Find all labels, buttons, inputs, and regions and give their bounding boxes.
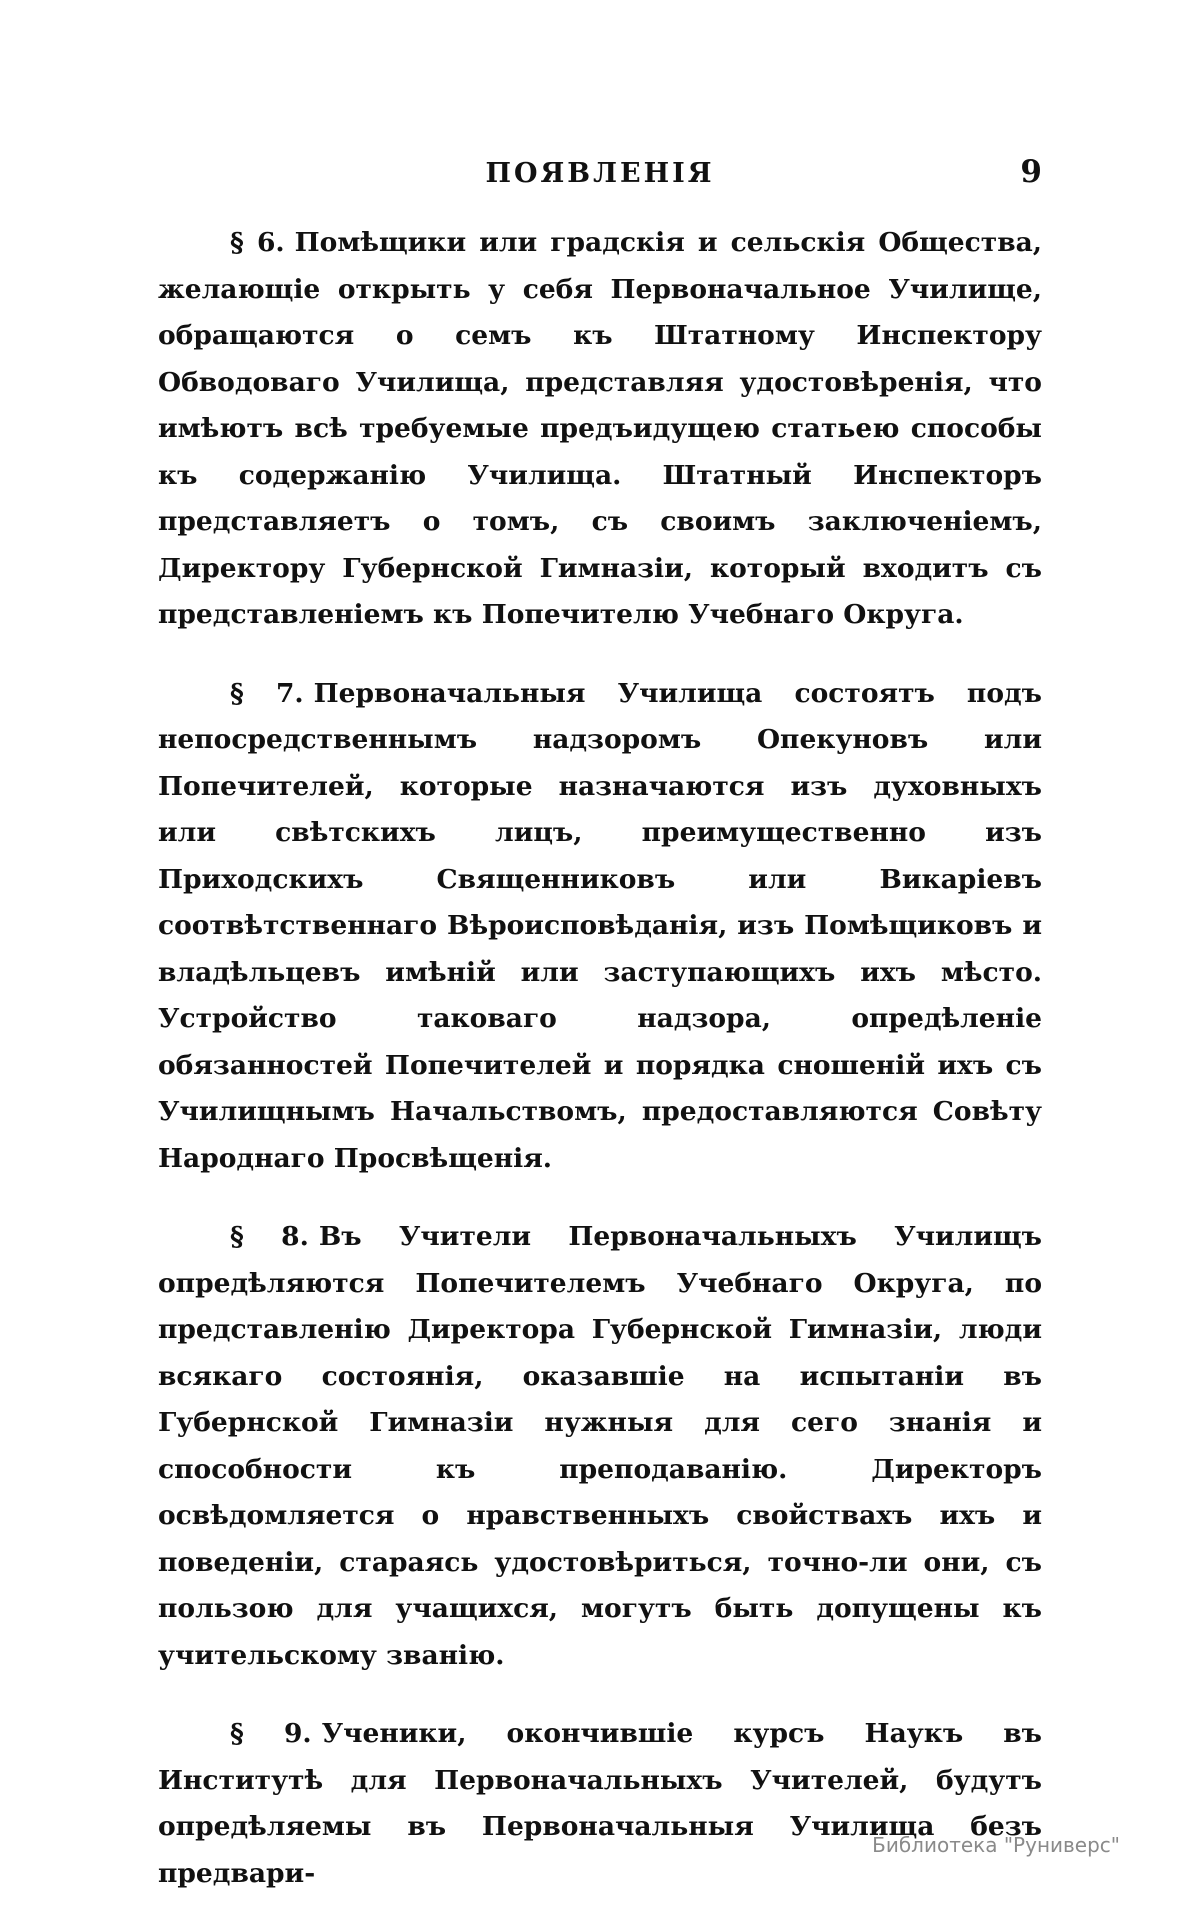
paragraph-text: Первоначальныя Училища состоятъ подъ непосредственнымъ надзоромъ Опекуновъ или Попечителей, которые назначаются изъ духовныхъ или свѣтскихъ лицъ, преимущественно изъ Приходскихъ Священниковъ или Викаріевъ соотвѣтственнаго Вѣроисповѣданія, изъ Помѣщиковъ и владѣльцевъ имѣній или заступающихъ ихъ мѣсто. Устройство таковаго надзора, опредѣленіе обязанностей Попечителей и порядка сношеній ихъ съ Училищнымъ Начальствомъ, предоставляются Совѣту Народнаго Просвѣщенія. <box>158 677 1042 1174</box>
page-number: 9 <box>1020 154 1042 190</box>
paragraph-section-8 <box>158 1214 1042 1679</box>
section-mark: § 9. <box>230 1718 312 1749</box>
section-mark: § 8. <box>230 1221 309 1252</box>
section-mark: § 7. <box>230 677 304 709</box>
paragraph-text: Ученики, окончившіе курсъ Наукъ въ Институтѣ для Первоначальныхъ Учителей, будутъ опредѣляемы въ Первоначальныя Училища безъ предвари- <box>158 1718 1042 1889</box>
library-watermark: Библиотека "Руниверс" <box>872 1833 1120 1857</box>
paragraph-text: Помѣщики или градскія и сельскія Общества, желающіе открыть у себя Первоначальное Училище, обращаются о семъ къ Штатному Инспектору Обводоваго Училища, представляя удостовѣренія, что имѣютъ всѣ требуемые предъидущею статьею способы къ содержанію Училища. Штатный Инспекторъ представляетъ о томъ, съ своимъ заключеніемъ, Директору Губернской Гимназіи, который входитъ съ представленіемъ къ Попечителю Учебнаго Округа. <box>158 227 1042 630</box>
paragraph-section-7 <box>158 671 1042 1183</box>
section-mark: § 6. <box>230 227 285 258</box>
page-header <box>158 150 1042 196</box>
paragraph-text: Въ Учители Первоначальныхъ Училищъ опредѣляются Попечителемъ Учебнаго Округа, по представленію Директора Губернской Гимназіи, люди всякаго состоянія, оказавшіе на испытаніи въ Губернской Гимназіи нужныя для сего знанія и способности къ преподаванію. Директоръ освѣдомляется о нравственныхъ свойствахъ ихъ и поведеніи, стараясь удостовѣриться, точно-ли они, съ пользою для учащихся, могутъ быть допущены къ учительскому званію. <box>158 1221 1042 1671</box>
book-page <box>158 150 1042 1929</box>
running-head: ПОЯВЛЕНІЯ <box>485 158 715 189</box>
paragraph-section-6 <box>158 220 1042 639</box>
paragraph-section-9 <box>158 1711 1042 1897</box>
